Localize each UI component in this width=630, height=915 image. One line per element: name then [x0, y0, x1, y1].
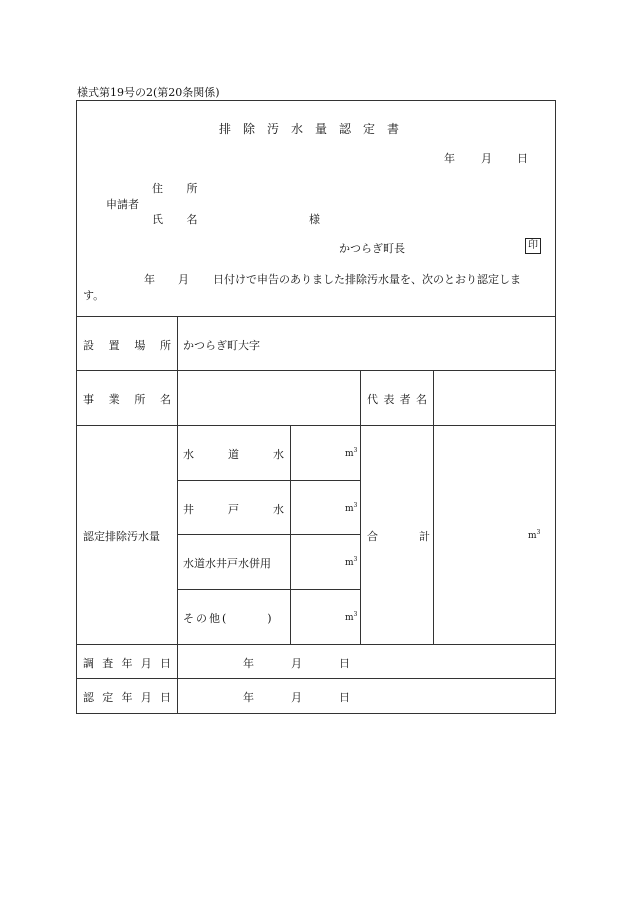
column-divider [177, 316, 178, 714]
certify-month: 月 [291, 691, 302, 704]
row-divider [76, 370, 556, 371]
form-number: 様式第19号の2(第20条関係) [77, 86, 220, 99]
other-water-label: その他( ) [183, 612, 274, 625]
name-label: 氏 名 [152, 213, 208, 226]
row-divider [76, 425, 556, 426]
business-name-label: 事業所名 [83, 393, 171, 406]
row-divider [76, 644, 556, 645]
row-divider [177, 534, 360, 535]
seal-stamp: 印 [525, 238, 541, 254]
total-unit: $m^3$ [528, 529, 541, 541]
column-divider [433, 370, 434, 644]
row-divider [76, 316, 556, 317]
certify-date-label: 認定年月日 [83, 691, 171, 704]
total-label-a: 合 [367, 530, 378, 543]
document-title: 排除汚水量認定書 [218, 122, 411, 136]
certify-day: 日 [339, 691, 350, 704]
row-divider [177, 589, 360, 590]
combined-water-unit: $m^3$ [345, 556, 358, 568]
row-divider [76, 678, 556, 679]
honorific: 様 [309, 213, 320, 226]
issuer-name: かつらぎ町長 [339, 242, 405, 255]
tap-water-label: 水道水 [183, 448, 284, 461]
location-label: 設置場所 [83, 339, 171, 352]
body-text-line2: す。 [83, 289, 105, 302]
applicant-label: 申請者 [106, 198, 139, 211]
representative-label: 代表者名 [367, 393, 427, 406]
well-water-unit: $m^3$ [345, 502, 358, 514]
certified-volume-label: 認定排除汚水量 [83, 530, 160, 543]
location-value: かつらぎ町大字 [183, 339, 260, 352]
form-frame [76, 100, 556, 714]
date-month: 月 [481, 152, 492, 165]
survey-day: 日 [339, 657, 350, 670]
column-divider [290, 425, 291, 644]
survey-month: 月 [291, 657, 302, 670]
survey-year: 年 [243, 657, 254, 670]
row-divider [177, 480, 360, 481]
certify-year: 年 [243, 691, 254, 704]
date-day: 日 [517, 152, 528, 165]
body-year: 年 [144, 273, 155, 286]
column-divider [360, 370, 361, 644]
body-text-line1: 日付けで申告のありました排除汚水量を、次のとおり認定しま [213, 273, 521, 286]
date-year: 年 [444, 152, 455, 165]
body-month: 月 [178, 273, 189, 286]
total-label-b: 計 [419, 530, 430, 543]
combined-water-label: 水道水井戸水併用 [183, 557, 271, 570]
survey-date-label: 調査年月日 [83, 657, 171, 670]
well-water-label: 井戸水 [183, 503, 284, 516]
tap-water-unit: $m^3$ [345, 447, 358, 459]
address-label: 住 所 [152, 182, 208, 195]
other-water-unit: $m^3$ [345, 611, 358, 623]
